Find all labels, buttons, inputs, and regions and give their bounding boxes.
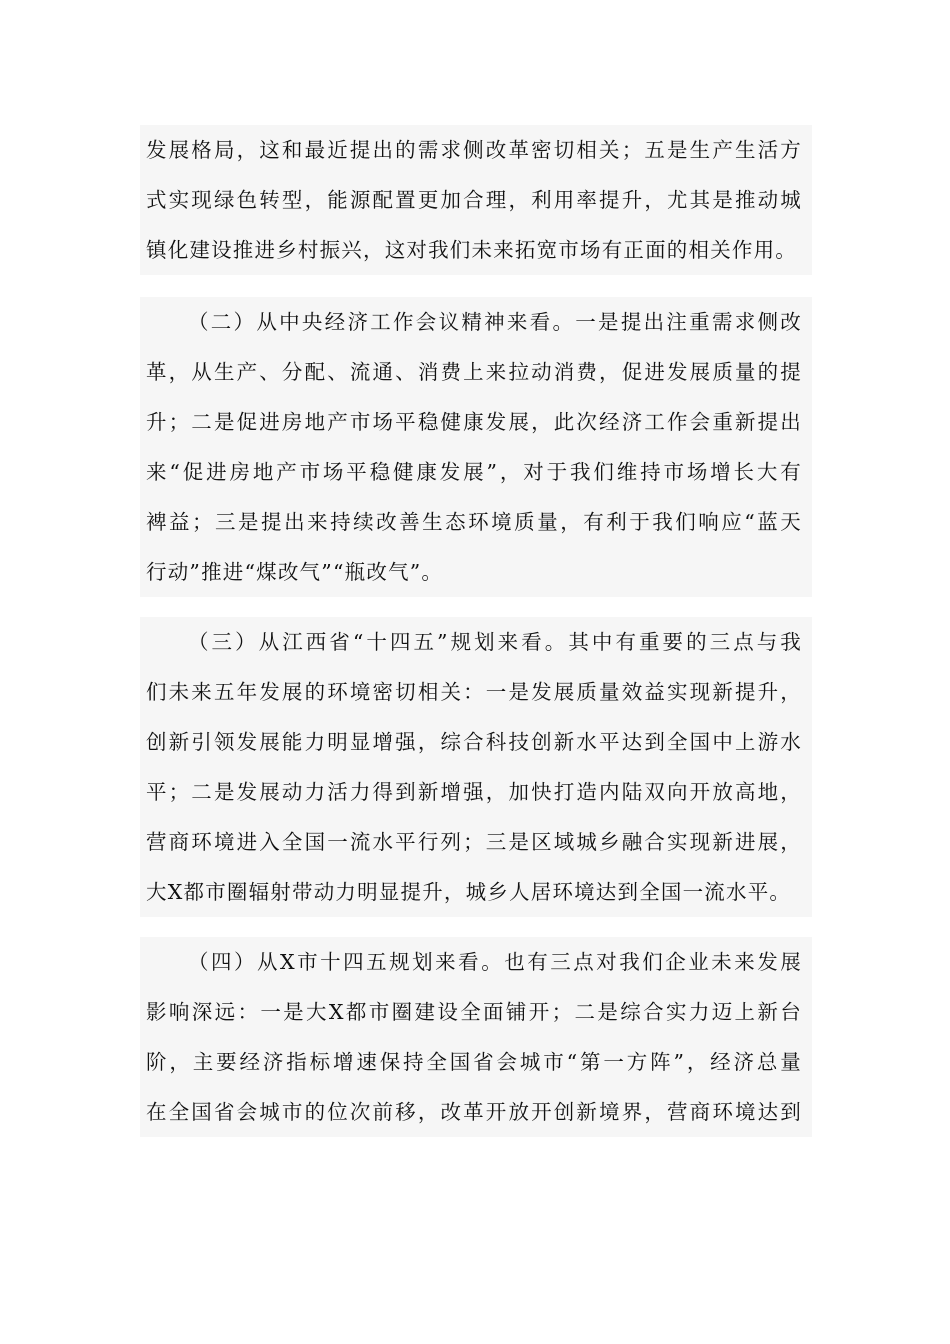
paragraph-line: 行动”推进“煤改气”“瓶改气”。 (146, 560, 444, 584)
paragraph-line: 镇化建设推进乡村振兴，这对我们未来拓宽市场有正面的相关作用。 (146, 238, 797, 262)
paragraph-line: 革，从生产、分配、流通、消费上来拉动消费，促进发展质量的提 (146, 360, 802, 384)
paragraph-line: 发展格局，这和最近提出的需求侧改革密切相关；五是生产生活方 (146, 138, 802, 162)
paragraph-jiangxi-14th-five-year-plan (140, 617, 812, 917)
paragraph-central-economic-work-conference (140, 297, 812, 597)
paragraph-line: 营商环境进入全国一流水平行列；三是区域城乡融合实现新进展， (146, 830, 802, 854)
paragraph-line: 在全国省会城市的位次前移，改革开放开创新境界，营商环境达到 (146, 1100, 802, 1124)
paragraph-line: 裨益；三是提出来持续改善生态环境质量，有利于我们响应“蓝天 (146, 510, 802, 534)
paragraph-line: （四）从X市十四五规划来看。也有三点对我们企业未来发展 (188, 950, 802, 974)
paragraph-line: 来“促进房地产市场平稳健康发展”，对于我们维持市场增长大有 (146, 460, 802, 484)
paragraph-line: 升；二是促进房地产市场平稳健康发展，此次经济工作会重新提出 (146, 410, 802, 434)
paragraph-line: （二）从中央经济工作会议精神来看。一是提出注重需求侧改 (188, 310, 802, 334)
paragraph-line: 阶，主要经济指标增速保持全国省会城市“第一方阵”，经济总量 (146, 1050, 802, 1074)
paragraph-line: 创新引领发展能力明显增强，综合科技创新水平达到全国中上游水 (146, 730, 802, 754)
paragraph-line: 们未来五年发展的环境密切相关：一是发展质量效益实现新提升， (146, 680, 802, 704)
paragraph-line: 大X都市圈辐射带动力明显提升，城乡人居环境达到全国一流水平。 (146, 880, 792, 904)
paragraph-line: 影响深远：一是大X都市圈建设全面铺开；二是综合实力迈上新台 (146, 1000, 802, 1024)
paragraph-line: 平；二是发展动力活力得到新增强，加快打造内陆双向开放高地， (146, 780, 802, 804)
paragraph-line: 式实现绿色转型，能源配置更加合理，利用率提升，尤其是推动城 (146, 188, 802, 212)
paragraph-line: （三）从江西省“十四五”规划来看。其中有重要的三点与我 (188, 630, 802, 654)
paragraph-development-pattern (140, 125, 812, 275)
paragraph-x-city-14th-five-year-plan (140, 937, 812, 1137)
